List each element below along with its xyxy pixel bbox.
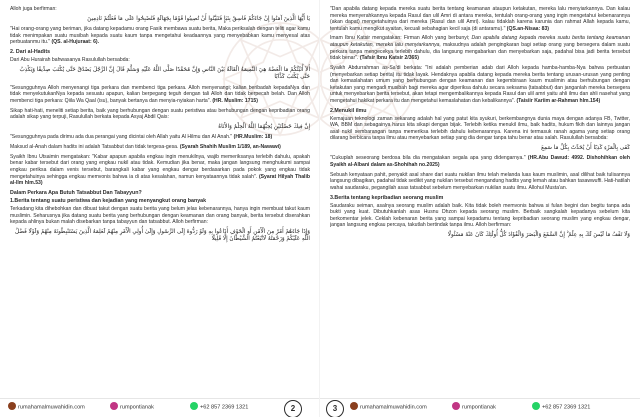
hadits-3-translation: "Sesungguhnya pada dirimu ada dua perangai yang dicintai oleh Allah yaitu Al Hilmu dan Al Anah." (HR.Muslim: 18) <box>10 134 273 141</box>
instagram-icon <box>110 402 118 410</box>
hadits-2-text: Sikap hati-hati, meneliti setiap berita, baik yang berhubungan dengan suatu peristiwa atau berhubungan dengan kepribadian orang adalah sikap yang terpuji, Rasulullah berkata kepada Asyaj Abdil Qais: <box>10 107 310 121</box>
right-page <box>320 0 640 417</box>
sadi-quote: Syaikh Abdurrahman as-Sa'di berkata: "Ini adalah pemberian adab dari Alloh kepada hamba-hamba-Nya bahwa perbuatan (menyebarkan setiap berita) itu tidak layak. Hendaknya apabila datang kepada mereka berita tentang urusan-urusan yang penting dan kemaslahatan umum yang berhubungan dengan keamanan dan kegembiraan kaum muslimin atau berhubungan dengan ketakutan yang mengadi musibah bagi mereka agar diperiksa dahulu secara seksama (tatsabbut) dan janganlah mereka bersegera untuk menyebarkan berita tersebut, akan tetapi mengembalikannya kepada Rasul dan ulil amri yaitu ahli ilmu dan ahli nasehat yang mengetahui hakikat perkara itu dan mengetahui kemaslahatan dan kebalikannya". (Taisiir Kariim ar-Rahman hlm.154) <box>330 64 630 104</box>
subheading-menukil-ilmu: 2.Menukil ilmu <box>330 107 367 114</box>
website-link[interactable]: rumahamalmuwahidin.com <box>350 403 427 412</box>
globe-icon <box>8 402 16 410</box>
website-link[interactable]: rumahamalmuwahidin.com <box>8 403 85 412</box>
footer-right <box>320 398 640 417</box>
globe-icon <box>350 402 358 410</box>
anah-explanation: Maksud al-Anah dalam hadits ini adalah Tatsabbut dan tidak tergesa-gesa. (Syarah Shahih Muslim 1/189, an-Nawawi) <box>10 144 281 151</box>
instagram-link[interactable]: rumpontianak <box>110 403 154 412</box>
hadits-1-translation: "Sesungguhnya Alloh menyenangi tiga perkara dan membenci tiga perkara. Alloh menyenangi; kalian beribadah kepadaNya dan tidak menyekutukanNya kepada sesuatu apapun, kalian berpegang teguh dengan tali Alloh dan tidak berpecah belah. Dan Alloh membenci tiga perkara: Qiila Wa Qaal (isu), banyak bertanya dan menyia-nyiakan harta". (HR. Muslim: 1715) <box>10 84 310 104</box>
intro-text: Alloh juga berfirman: <box>10 6 57 12</box>
right-column <box>330 6 630 393</box>
kepribadian-text: Saudaraku seiman, asalnya seorang muslim adalah baik. Kita tidak boleh memvonis bahwa si fulan begini dan begitu tanpa ada bukti yang kuat. Dibutuhkanlah asas Husnu Dhzon kepada seorang muslim. Berbaik sangkalah kepadanya sebelum kita berkomentar jelek. Ceklah kebenaran berita yang sampai kepadamu tentang kepribadian seorang muslim yang engkau dengar, jangan langsung engkau percaya, takutlah bertindak tanpa ilmu. Alloh berfirman: <box>330 202 630 229</box>
menukil-ilmu-text: Kemajuan teknologi zaman sekarang adalah hal yang patut kita syukuri, berkembangnya dunia maya dengan adanya FB, Twitter, WA, BBM dan sebagainya harus kita sikapi dengan bijak. Terlebih ketika menukil ilmu, baik hadits, hukum fikih dan lainnya jangan asal nukil sembarangan tanpa memeriksa terlebih dahulu kebenarannya. Karena ini termasuk ranah agama yang setiap orang dilarang berbicara tanpa ilmu atau menyebarkan setiap yang dia dengar tanpa tahu benar atau salah. Rasulullah bersabda: <box>330 115 630 142</box>
peristiwa-text: Terkadang kita dihebohkan dan dibuat takut dengan suatu berita yang belum jelas kebenarannya, hanya ingin membuat takut kaum muslimin. Seharusnya jika datang suatu berita yang berhubungan dengan keamanan dan orang banyak, berita tersebut diserahkan kepada ahlinya bukan malah disebarkan tanpa tabayyun dan tatsabbut. Alloh berfirman: <box>10 206 310 226</box>
whatsapp-icon <box>190 402 198 410</box>
section-heading-hadits: 2. Dari al-Hadits <box>10 49 51 56</box>
arabic-verse-isra: وَلَا تَقْفُ مَا لَيْسَ لَكَ بِهِ عِلْمٌ ۚ إِنَّ السَّمْعَ وَالْبَصَرَ وَالْفُؤَادَ كُلُّ أُولَٰئِكَ كَانَ عَنْهُ مَسْئُولًا <box>447 232 630 239</box>
subheading-kepribadian: 3.Berita tentang kepribadian seorang muslim <box>330 194 444 201</box>
arabic-verse-nisa: وَإِذَا جَاءَهُمْ أَمْرٌ مِنَ الْأَمْنِ أَوِ الْخَوْفِ أَذَاعُوا بِهِ وَلَوْ رَدُّوهُ إِلَى الرَّسُولِ وَإِلَىٰ أُولِي الْأَمْرِ مِنْهُمْ لَعَلِمَهُ الَّذِينَ يَسْتَنْبِطُونَهُ مِنْهُمْ وَلَوْلَا فَضْلُ اللَّهِ عَلَيْكُمْ وَرَحْمَتُهُ لَاتَّبَعْتُمُ الشَّيْطَانَ إِلَّا قَلِيلًا <box>15 229 310 243</box>
whatsapp-link[interactable]: +62 857 2369 1321 <box>190 403 248 412</box>
section-heading-question: Dalam Perkara Apa Butuh Tatsabbut Dan Tabayyun? <box>10 189 142 196</box>
arabic-hadits-1: أَلاَ أُنَبِّئُكُمْ مَا الْعَضْهُ هِيَ النَّمِيمَةُ الْقَالَةُ بَيْنَ النَّاسِ وَإِنَّ مُحَمَّدًا صَلَّى اللَّهُ عَلَيْهِ وَسَلَّمَ قَالَ إِنَّ الرَّجُلَ يَصْدُقُ حَتَّى يُكْتَبَ صِدِّيقًا وَيَكْذِبُ حَتَّى يُكْتَبَ كَذَّابًا <box>19 67 310 81</box>
instagram-link[interactable]: rumpontianak <box>452 403 496 412</box>
left-column <box>10 6 310 393</box>
nisa-translation: "Dan apabila datang kepada mereka suatu berita tentang keamanan ataupun ketakutan, mereka lalu menyiarkannya. Dan kalau mereka menyerahkannya kepada Rasul dan ulil Amri di antara mereka, tentulah orang-orang yang ingin mengetahui kebenarannya (akan dapat) mengetahuinya dari mereka (Rasul dan ulil Amri). kalau tidaklah karena karunia dan rahmat Allah kepada kamu, tentulah kamu mengikut syaitan, kecuali sebahagian kecil saja (di antaramu)." (QS.an-Nisaa: 83) <box>330 6 630 32</box>
page-number-right: 3 <box>326 400 344 417</box>
kenyataan-pahit-text: Sebuah kenyataan pahit, penyakit asal share dari suatu nukilan ilmu telah melanda luas kaum muslimin, asal dilihat baik tulisannya langsung dibagikan, padahal tidak sedikit yang nukilan tersebut mengandung hadits yang lemah atau bahkan tasawwuffi. Hati-hatilah wahai saudaraku, pegangilah asas tatsabbut sebelum menyebarkan nukilan suatu ilmu. Allohul Musta'an. <box>330 171 630 191</box>
hadits-intro: Dari Abu Hurairah bahwasanya Rasulullah bersabda: <box>10 57 130 64</box>
subheading-peristiwa: 1.Berita tentang suatu peristiwa dan kejadian yang menyangkut orang banyak <box>10 198 207 205</box>
footer-left <box>0 398 320 417</box>
hujurat-translation: "Hai orang-orang yang beriman, jika datang kepadamu orang Fasik membawa suatu berita, Maka periksalah dengan teliti agar kamu tidak menimpakan suatu musibah kepada suatu kaum tanpa mengetahui keadaannya yang menyebabkan kamu menyesal atas perbuatanmu itu." (QS. al-Hujuraat: 6). <box>10 26 310 46</box>
arabic-hadits-cukup: كَفَى بِالْمَرْءِ كَذِبًا أَنْ يُحَدِّثَ بِكُلِّ مَا سَمِعَ <box>541 145 630 152</box>
page-number-left: 2 <box>284 400 302 417</box>
arabic-hadits-2: إِنَّ فِيكَ خَصْلَتَيْنِ يُحِبُّهُمَا اللَّهُ الْحِلْمُ وَالأَنَاةُ <box>218 123 310 130</box>
katsir-quote: Imam Ibnu Katsir mengatakan: Firman Alloh yang berbunyi; Dan apabila datang kepada mereka suatu berita tentang keamanan ataupun ketakutan, mereka lalu menyiarkannya, maksudnya adalah pengingkaran bagi setiap orang yang bersegera dalam suatu perkara tanpa mengecekya terlebih dahulu, dia langsung mengabarkan dan menyebarkan saja, padahal bisa jadi berita tersebut tidak benar". (Tafsir Ibnu Katsir 2/365) <box>330 35 630 62</box>
whatsapp-icon <box>532 402 540 410</box>
instagram-icon <box>452 402 460 410</box>
whatsapp-link[interactable]: +62 857 2369 1321 <box>532 403 590 412</box>
arabic-verse-hujurat: يَا أَيُّهَا الَّذِينَ آمَنُوا إِنْ جَاءَكُمْ فَاسِقٌ بِنَبَإٍ فَتَبَيَّنُوا أَنْ تُصِيبُوا قَوْمًا بِجَهَالَةٍ فَتُصْبِحُوا عَلَى مَا فَعَلْتُمْ نَادِمِينَ <box>87 15 310 22</box>
utsaimin-quote: Syaikh Ibnu Utsaimin mengatakan: "Kabar apapun apabila engkau ingin menukilnya, wajib memeriksanya terlebih dahulu, apakah benar kabar tersebut dari orang yang engkau nukil atau tidak. Kemudian jika benar, maka jangan langsung menghukumi sampai engkau periksa dalam venis tersebut, barangkali kabar yang engkau dengar berdasarkan pada pokok yang engkau tidak mengetahuinya sehingga engkau memvonis bahwa ia di atas kesalahan, namun kenyataannya tidak salah". (Syarat Hilyah Thalib al-Ilm hlm.53) <box>10 153 310 187</box>
cukup-translation: "Cukuplah seseorang berdosa bila dia mengatakan segala apa yang didengarnya." (HR.Abu Dawud: 4992. Dishohihkan oleh Syaikh al-Albani dalam as-Shohihah no.2025) <box>330 155 630 168</box>
